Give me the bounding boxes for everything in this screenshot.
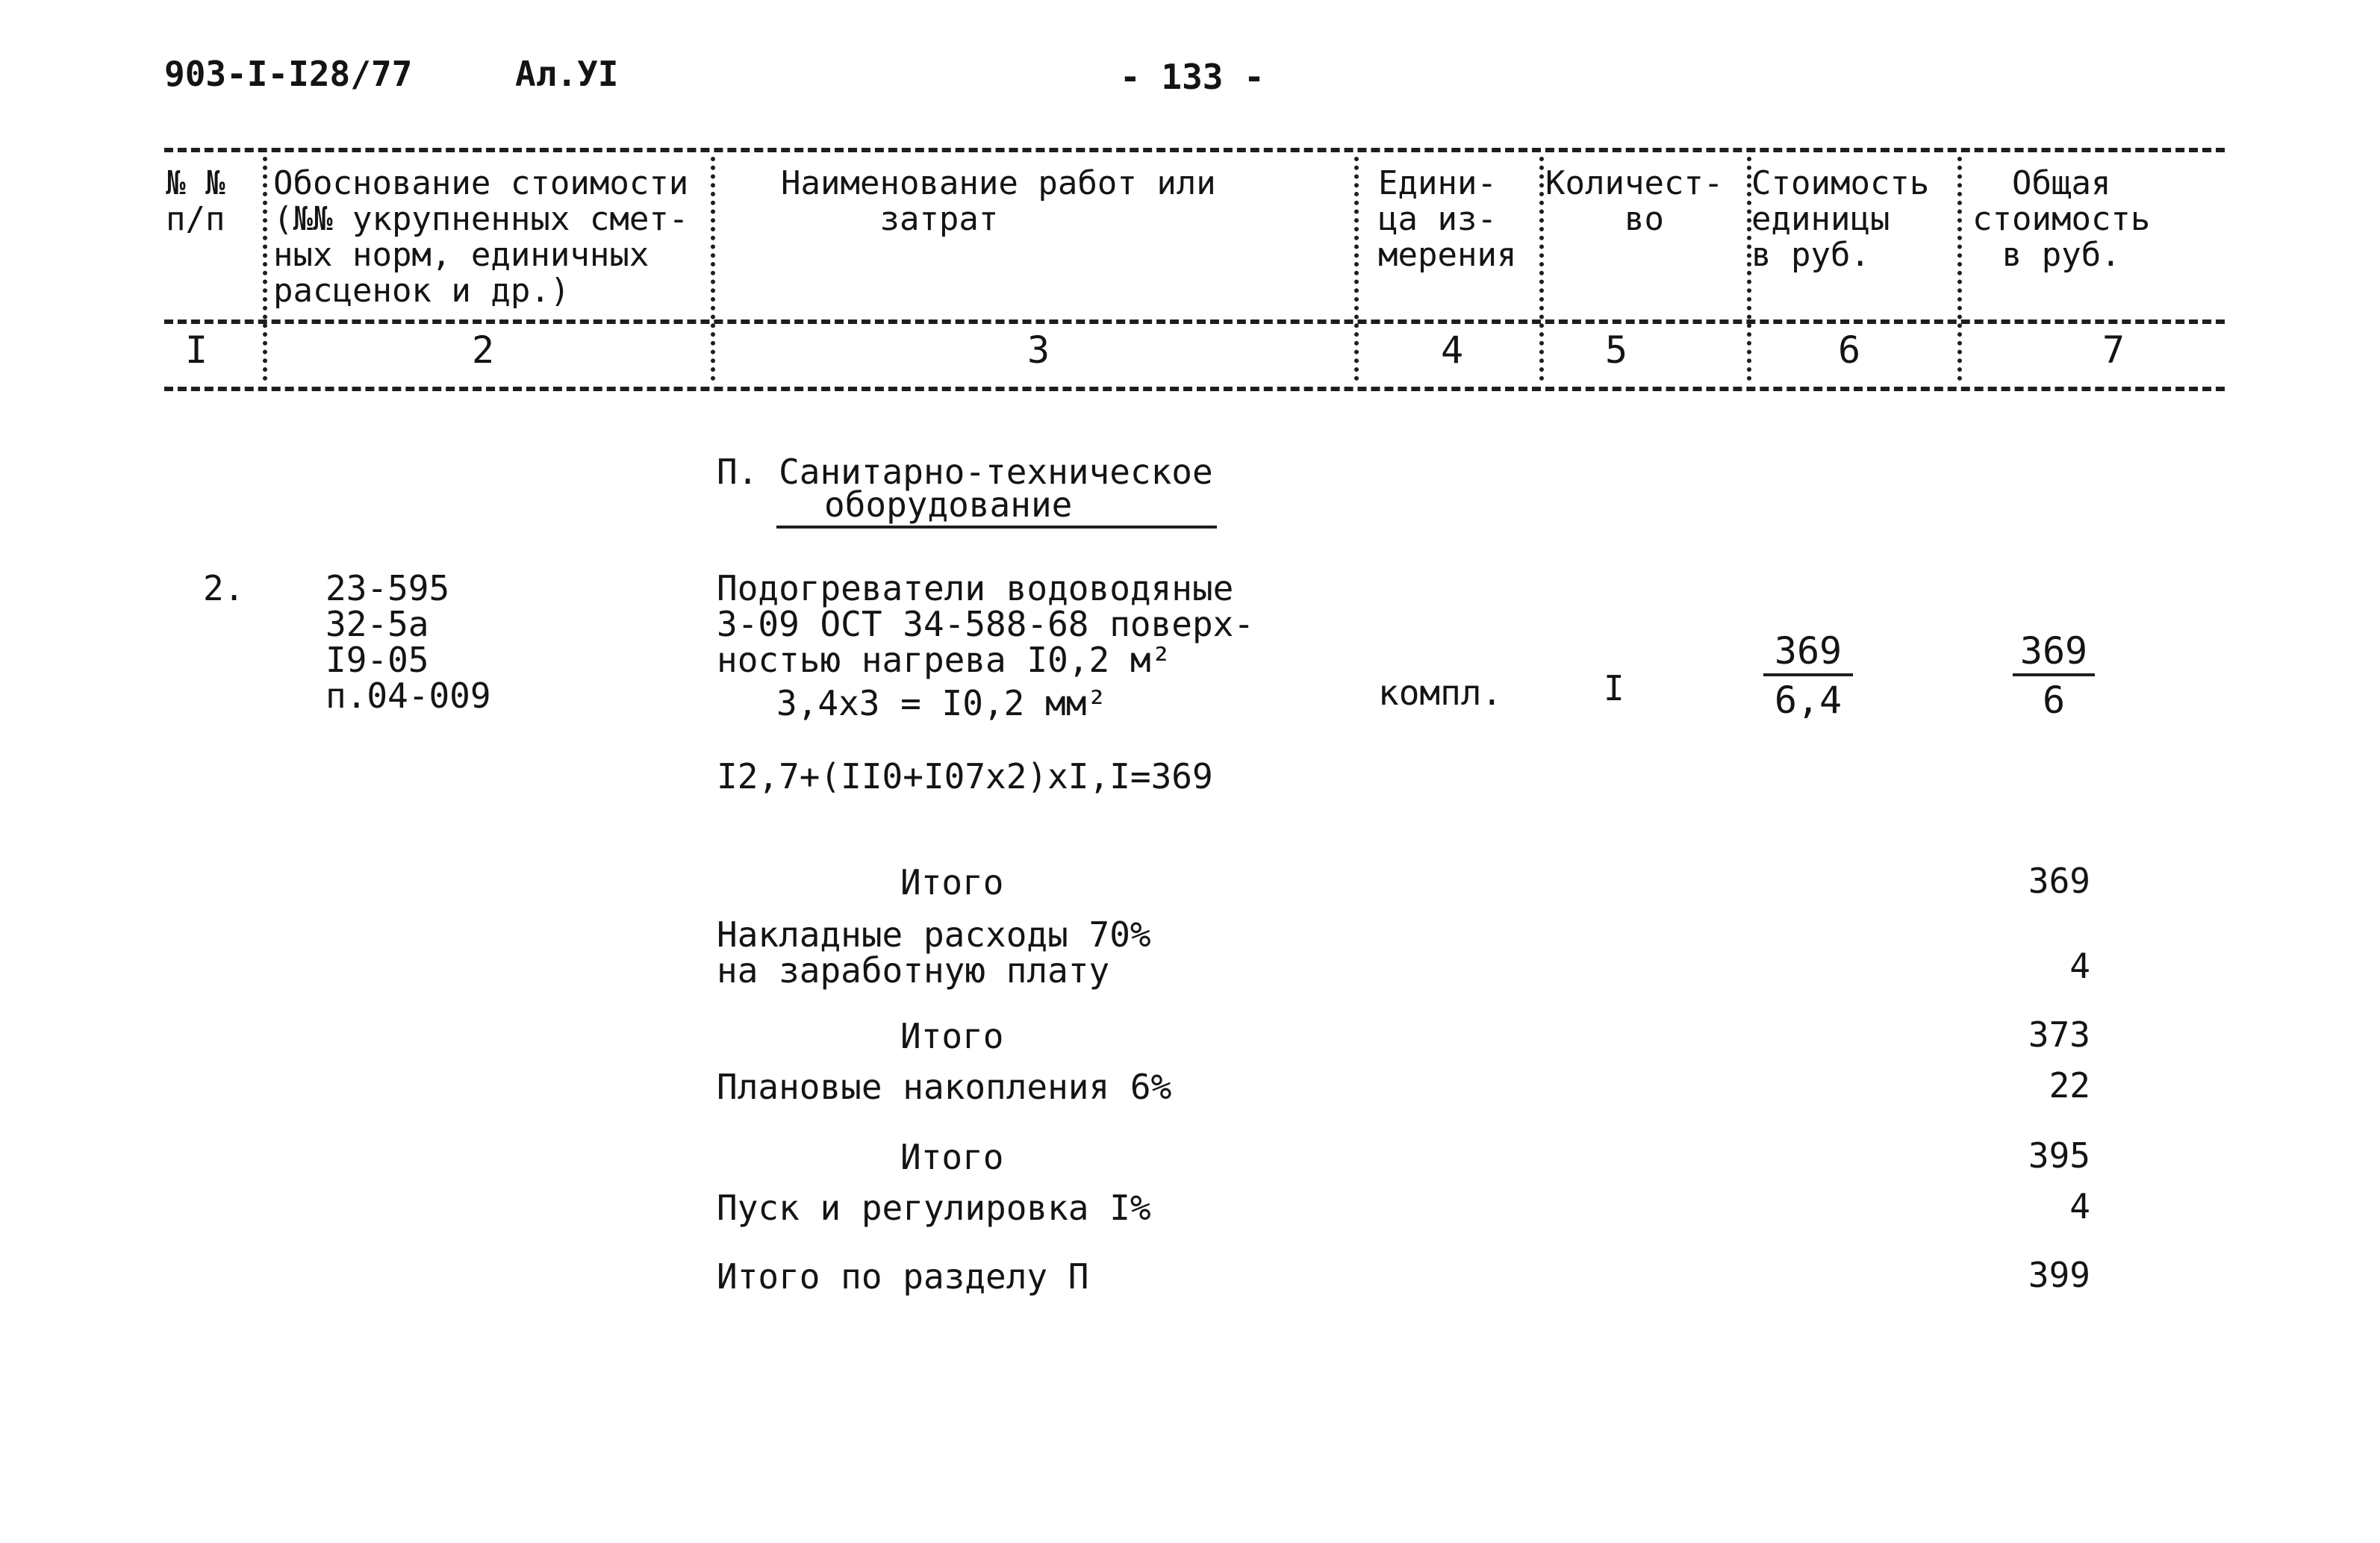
column-header-total-cost: Общая стоимость в руб. [1972,164,2151,274]
section-total-label: Итого по разделу П [717,1256,1089,1297]
document-code: 903-I-I28/77 [164,54,413,94]
column-separator [711,157,715,381]
planned-savings-value: 22 [2049,1065,2090,1106]
album-label: Ал.УI [515,54,619,94]
column-header-unit-cost: Стоимость единицы в руб. [1751,164,1930,274]
subtotal-value: 373 [2028,1014,2090,1055]
item-name: Подогреватели водоводяные 3-09 ОСТ 34-588-68 поверх- ностью нагрева I0,2 м² [717,568,1255,680]
item-justification: 23-595 32-5а I9-05 п.04-009 [325,568,491,716]
subtotal-label: Итого [900,862,1004,903]
item-number: 2. [203,568,245,608]
section-total-value: 399 [2028,1255,2090,1295]
column-number: 7 [2102,328,2125,372]
item-unit-cost-bottom: 6,4 [1774,679,1842,722]
subtotal-value: 395 [2028,1135,2090,1176]
item-total-cost-bottom: 6 [2042,679,2066,722]
item-total-cost [2013,630,2095,721]
column-number: 4 [1441,328,1464,372]
subtotal-label: Итого [900,1137,1004,1177]
section-title-underline [776,526,1217,529]
table-top-rule [164,148,2225,152]
column-separator [1957,157,1962,381]
page-number: - 133 - [1120,57,1265,97]
item-cost-calculation: I2,7+(II0+I07х2)хI,I=369 [717,756,1213,797]
item-total-cost-top: 369 [2013,630,2095,676]
subtotal-value: 369 [2028,861,2090,901]
item-quantity: I [1604,668,1624,708]
column-header-unit: Едини- ца из- мерения [1378,164,1517,274]
column-number: 5 [1605,328,1628,372]
column-header-work-name: Наименование работ или затрат [781,164,1216,238]
item-area-calculation: 3,4х3 = I0,2 мм² [776,683,1108,723]
column-number: 6 [1838,328,1861,372]
subtotal-label: Итого [900,1016,1004,1056]
commissioning-value: 4 [2069,1186,2090,1226]
table-numbers-rule [164,387,2225,391]
column-separator [1354,157,1359,381]
column-header-quantity: Количест- во [1545,164,1724,238]
item-unit-cost [1763,630,1853,721]
column-number: 2 [472,328,495,372]
section-title: П. Санитарно-техническое [717,452,1213,492]
table-header-rule [164,319,2225,324]
item-unit-cost-top: 369 [1763,630,1853,676]
overhead-value: 4 [2069,946,2090,986]
column-header-justification: Обоснование стоимости (№№ укрупненных смет- ных норм, единичных расценок и др.) [273,164,689,310]
commissioning-label: Пуск и регулировка I% [717,1188,1151,1228]
column-separator [1539,157,1544,381]
section-title-continued: оборудование [824,484,1073,525]
column-header-number: № № п/п [166,164,225,238]
column-separator [263,157,267,381]
overhead-label: Накладные расходы 70% на заработную плату [717,914,1151,991]
item-unit: компл. [1378,673,1503,713]
column-number: 3 [1027,328,1050,372]
column-number: I [185,328,208,372]
planned-savings-label: Плановые накопления 6% [717,1067,1172,1107]
